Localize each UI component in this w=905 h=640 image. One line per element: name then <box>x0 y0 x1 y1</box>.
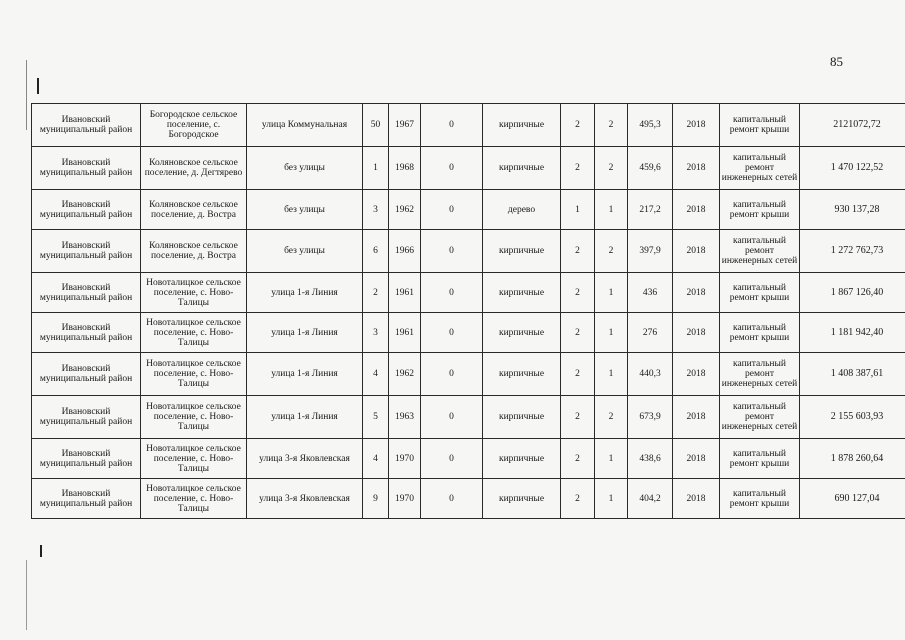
plan-year-cell: 2018 <box>673 353 720 396</box>
district-cell: Ивановский муниципальный район <box>32 190 141 230</box>
settlement-cell: Новоталицкое сельское поселение, с. Ново-Талицы <box>141 396 247 439</box>
district-cell: Ивановский муниципальный район <box>32 479 141 519</box>
house-number-cell: 9 <box>363 479 389 519</box>
area-cell: 673,9 <box>628 396 673 439</box>
scan-mark <box>26 60 27 130</box>
area-cell: 397,9 <box>628 230 673 273</box>
house-number-cell: 2 <box>363 273 389 313</box>
house-number-cell: 4 <box>363 353 389 396</box>
entrances-cell: 1 <box>595 353 628 396</box>
year-built-cell: 1966 <box>389 230 421 273</box>
floors-cell: 2 <box>561 353 595 396</box>
area-cell: 495,3 <box>628 104 673 147</box>
scan-mark <box>40 545 42 557</box>
page-number: 85 <box>830 54 843 69</box>
district-cell: Ивановский муниципальный район <box>32 353 141 396</box>
street-cell: улица Коммунальная <box>247 104 363 147</box>
work-type-cell: капитальный ремонт инженерных сетей <box>720 396 800 439</box>
entrances-cell: 1 <box>595 479 628 519</box>
settlement-cell: Новоталицкое сельское поселение, с. Ново-Талицы <box>141 273 247 313</box>
work-type-cell: капитальный ремонт крыши <box>720 439 800 479</box>
table-row <box>32 479 905 519</box>
cost-cell: 1 878 260,64 <box>800 439 905 479</box>
table-row <box>32 396 905 439</box>
floors-cell: 2 <box>561 396 595 439</box>
district-cell: Ивановский муниципальный район <box>32 396 141 439</box>
entrances-cell: 1 <box>595 190 628 230</box>
district-cell: Ивановский муниципальный район <box>32 147 141 190</box>
cost-cell: 1 181 942,40 <box>800 313 905 353</box>
street-cell: улица 1-я Линия <box>247 313 363 353</box>
work-type-cell: капитальный ремонт инженерных сетей <box>720 230 800 273</box>
cost-cell: 930 137,28 <box>800 190 905 230</box>
settlement-cell: Новоталицкое сельское поселение, с. Ново-Талицы <box>141 353 247 396</box>
area-cell: 438,6 <box>628 439 673 479</box>
housing-repair-table <box>31 103 905 519</box>
zero-cell: 0 <box>421 104 483 147</box>
table-row <box>32 439 905 479</box>
zero-cell: 0 <box>421 273 483 313</box>
table-row <box>32 147 905 190</box>
wall-material-cell: кирпичные <box>483 104 561 147</box>
work-type-cell: капитальный ремонт инженерных сетей <box>720 147 800 190</box>
floors-cell: 2 <box>561 313 595 353</box>
table-row <box>32 104 905 147</box>
floors-cell: 2 <box>561 230 595 273</box>
street-cell: улица 1-я Линия <box>247 273 363 313</box>
plan-year-cell: 2018 <box>673 479 720 519</box>
plan-year-cell: 2018 <box>673 230 720 273</box>
area-cell: 459,6 <box>628 147 673 190</box>
plan-year-cell: 2018 <box>673 273 720 313</box>
floors-cell: 2 <box>561 479 595 519</box>
entrances-cell: 1 <box>595 273 628 313</box>
floors-cell: 2 <box>561 147 595 190</box>
entrances-cell: 1 <box>595 439 628 479</box>
house-number-cell: 3 <box>363 313 389 353</box>
zero-cell: 0 <box>421 230 483 273</box>
district-cell: Ивановский муниципальный район <box>32 439 141 479</box>
wall-material-cell: кирпичные <box>483 147 561 190</box>
scan-mark <box>26 560 27 630</box>
house-number-cell: 6 <box>363 230 389 273</box>
settlement-cell: Новоталицкое сельское поселение, с. Ново-Талицы <box>141 439 247 479</box>
wall-material-cell: кирпичные <box>483 439 561 479</box>
wall-material-cell: дерево <box>483 190 561 230</box>
year-built-cell: 1970 <box>389 479 421 519</box>
plan-year-cell: 2018 <box>673 439 720 479</box>
cost-cell: 1 470 122,52 <box>800 147 905 190</box>
year-built-cell: 1967 <box>389 104 421 147</box>
cost-cell: 1 272 762,73 <box>800 230 905 273</box>
house-number-cell: 4 <box>363 439 389 479</box>
street-cell: улица 3-я Яковлевская <box>247 479 363 519</box>
work-type-cell: капитальный ремонт крыши <box>720 313 800 353</box>
entrances-cell: 2 <box>595 104 628 147</box>
district-cell: Ивановский муниципальный район <box>32 273 141 313</box>
cost-cell: 2 155 603,93 <box>800 396 905 439</box>
street-cell: улица 1-я Линия <box>247 353 363 396</box>
zero-cell: 0 <box>421 353 483 396</box>
zero-cell: 0 <box>421 479 483 519</box>
area-cell: 276 <box>628 313 673 353</box>
cost-cell: 1 408 387,61 <box>800 353 905 396</box>
plan-year-cell: 2018 <box>673 313 720 353</box>
zero-cell: 0 <box>421 147 483 190</box>
district-cell: Ивановский муниципальный район <box>32 104 141 147</box>
street-cell: без улицы <box>247 147 363 190</box>
settlement-cell: Коляновское сельское поселение, д. Вострa <box>141 190 247 230</box>
area-cell: 217,2 <box>628 190 673 230</box>
district-cell: Ивановский муниципальный район <box>32 313 141 353</box>
floors-cell: 2 <box>561 439 595 479</box>
plan-year-cell: 2018 <box>673 147 720 190</box>
year-built-cell: 1961 <box>389 313 421 353</box>
zero-cell: 0 <box>421 396 483 439</box>
zero-cell: 0 <box>421 439 483 479</box>
wall-material-cell: кирпичные <box>483 479 561 519</box>
settlement-cell: Богородское сельское поселение, с. Богородское <box>141 104 247 147</box>
table-row <box>32 313 905 353</box>
entrances-cell: 2 <box>595 147 628 190</box>
zero-cell: 0 <box>421 190 483 230</box>
settlement-cell: Новоталицкое сельское поселение, с. Ново-Талицы <box>141 313 247 353</box>
work-type-cell: капитальный ремонт крыши <box>720 104 800 147</box>
year-built-cell: 1962 <box>389 190 421 230</box>
work-type-cell: капитальный ремонт крыши <box>720 273 800 313</box>
year-built-cell: 1963 <box>389 396 421 439</box>
street-cell: без улицы <box>247 190 363 230</box>
work-type-cell: капитальный ремонт инженерных сетей <box>720 353 800 396</box>
entrances-cell: 2 <box>595 230 628 273</box>
floors-cell: 2 <box>561 104 595 147</box>
table-row <box>32 273 905 313</box>
settlement-cell: Коляновское сельское поселение, д. Дегтярево <box>141 147 247 190</box>
cost-cell: 1 867 126,40 <box>800 273 905 313</box>
street-cell: без улицы <box>247 230 363 273</box>
plan-year-cell: 2018 <box>673 104 720 147</box>
work-type-cell: капитальный ремонт крыши <box>720 479 800 519</box>
settlement-cell: Новоталицкое сельское поселение, с. Ново-Талицы <box>141 479 247 519</box>
wall-material-cell: кирпичные <box>483 396 561 439</box>
scan-mark <box>37 78 39 94</box>
area-cell: 440,3 <box>628 353 673 396</box>
area-cell: 436 <box>628 273 673 313</box>
area-cell: 404,2 <box>628 479 673 519</box>
house-number-cell: 5 <box>363 396 389 439</box>
year-built-cell: 1962 <box>389 353 421 396</box>
year-built-cell: 1968 <box>389 147 421 190</box>
street-cell: улица 3-я Яковлевская <box>247 439 363 479</box>
floors-cell: 2 <box>561 273 595 313</box>
cost-cell: 2121072,72 <box>800 104 905 147</box>
district-cell: Ивановский муниципальный район <box>32 230 141 273</box>
wall-material-cell: кирпичные <box>483 273 561 313</box>
plan-year-cell: 2018 <box>673 396 720 439</box>
wall-material-cell: кирпичные <box>483 230 561 273</box>
floors-cell: 1 <box>561 190 595 230</box>
zero-cell: 0 <box>421 313 483 353</box>
entrances-cell: 2 <box>595 396 628 439</box>
table-row <box>32 190 905 230</box>
year-built-cell: 1961 <box>389 273 421 313</box>
entrances-cell: 1 <box>595 313 628 353</box>
year-built-cell: 1970 <box>389 439 421 479</box>
wall-material-cell: кирпичные <box>483 313 561 353</box>
table-row <box>32 353 905 396</box>
house-number-cell: 50 <box>363 104 389 147</box>
wall-material-cell: кирпичные <box>483 353 561 396</box>
work-type-cell: капитальный ремонт крыши <box>720 190 800 230</box>
house-number-cell: 1 <box>363 147 389 190</box>
house-number-cell: 3 <box>363 190 389 230</box>
table-row <box>32 230 905 273</box>
settlement-cell: Коляновское сельское поселение, д. Вострa <box>141 230 247 273</box>
plan-year-cell: 2018 <box>673 190 720 230</box>
street-cell: улица 1-я Линия <box>247 396 363 439</box>
cost-cell: 690 127,04 <box>800 479 905 519</box>
